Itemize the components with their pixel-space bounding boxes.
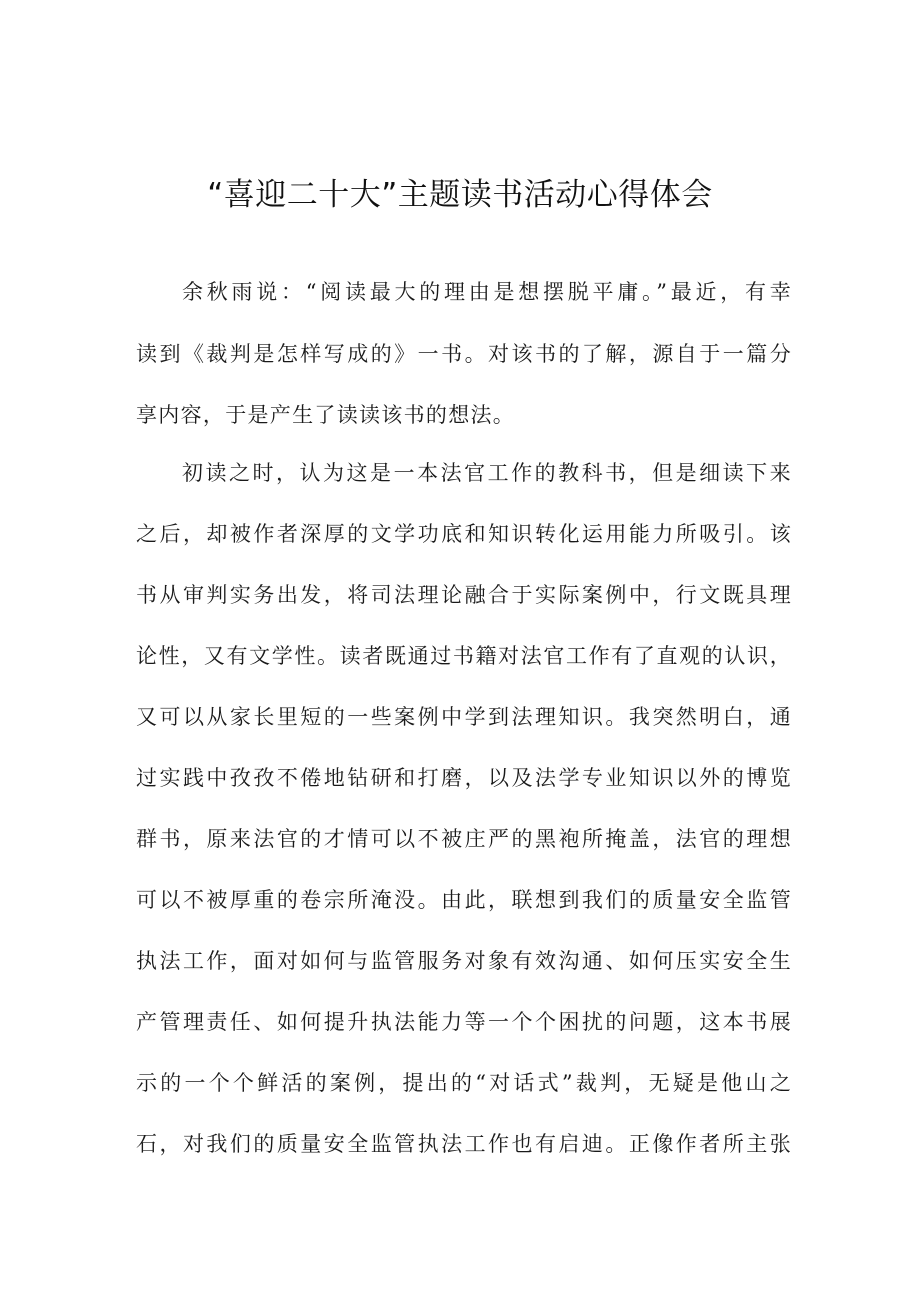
- paragraph-2-line-12: 石，对我们的质量安全监管执法工作也有启迪。正像作者所主张: [136, 1132, 792, 1156]
- paragraph-2-line-10: 产管理责任、如何提升执法能力等一个个困扰的问题，这本书展: [136, 1010, 792, 1034]
- paragraph-2-line-8: 可以不被厚重的卷宗所淹没。由此，联想到我们的质量安全监管: [136, 888, 792, 912]
- paragraph-1-line-2: 读到《裁判是怎样写成的》一书。对该书的了解，源自于一篇分: [136, 342, 792, 366]
- paragraph-2-line-9: 执法工作，面对如何与监管服务对象有效沟通、如何压实安全生: [136, 949, 792, 973]
- paragraph-2-line-2: 之后，却被作者深厚的文学功底和知识转化运用能力所吸引。该: [136, 522, 792, 546]
- paragraph-2-line-1: 初读之时，认为这是一本法官工作的教科书，但是细读下来: [182, 461, 792, 485]
- document-title: “喜迎二十大”主题读书活动心得体会: [207, 177, 713, 213]
- paragraph-1-line-1: 余秋雨说：“阅读最大的理由是想摆脱平庸。”最近，有幸: [182, 280, 792, 304]
- paragraph-2-line-6: 过实践中孜孜不倦地钻研和打磨，以及法学专业知识以外的博览: [136, 766, 792, 790]
- paragraph-2-line-3: 书从审判实务出发，将司法理论融合于实际案例中，行文既具理: [136, 583, 792, 607]
- paragraph-2-line-7: 群书，原来法官的才情可以不被庄严的黑袍所掩盖，法官的理想: [136, 827, 792, 851]
- paragraph-1-line-3: 享内容，于是产生了读读该书的想法。: [136, 403, 516, 427]
- paragraph-2-line-4: 论性，又有文学性。读者既通过书籍对法官工作有了直观的认识，: [136, 644, 792, 668]
- paragraph-2-line-11: 示的一个个鲜活的案例，提出的“对话式”裁判，无疑是他山之: [136, 1071, 792, 1095]
- paragraph-2-line-5: 又可以从家长里短的一些案例中学到法理知识。我突然明白，通: [136, 705, 792, 729]
